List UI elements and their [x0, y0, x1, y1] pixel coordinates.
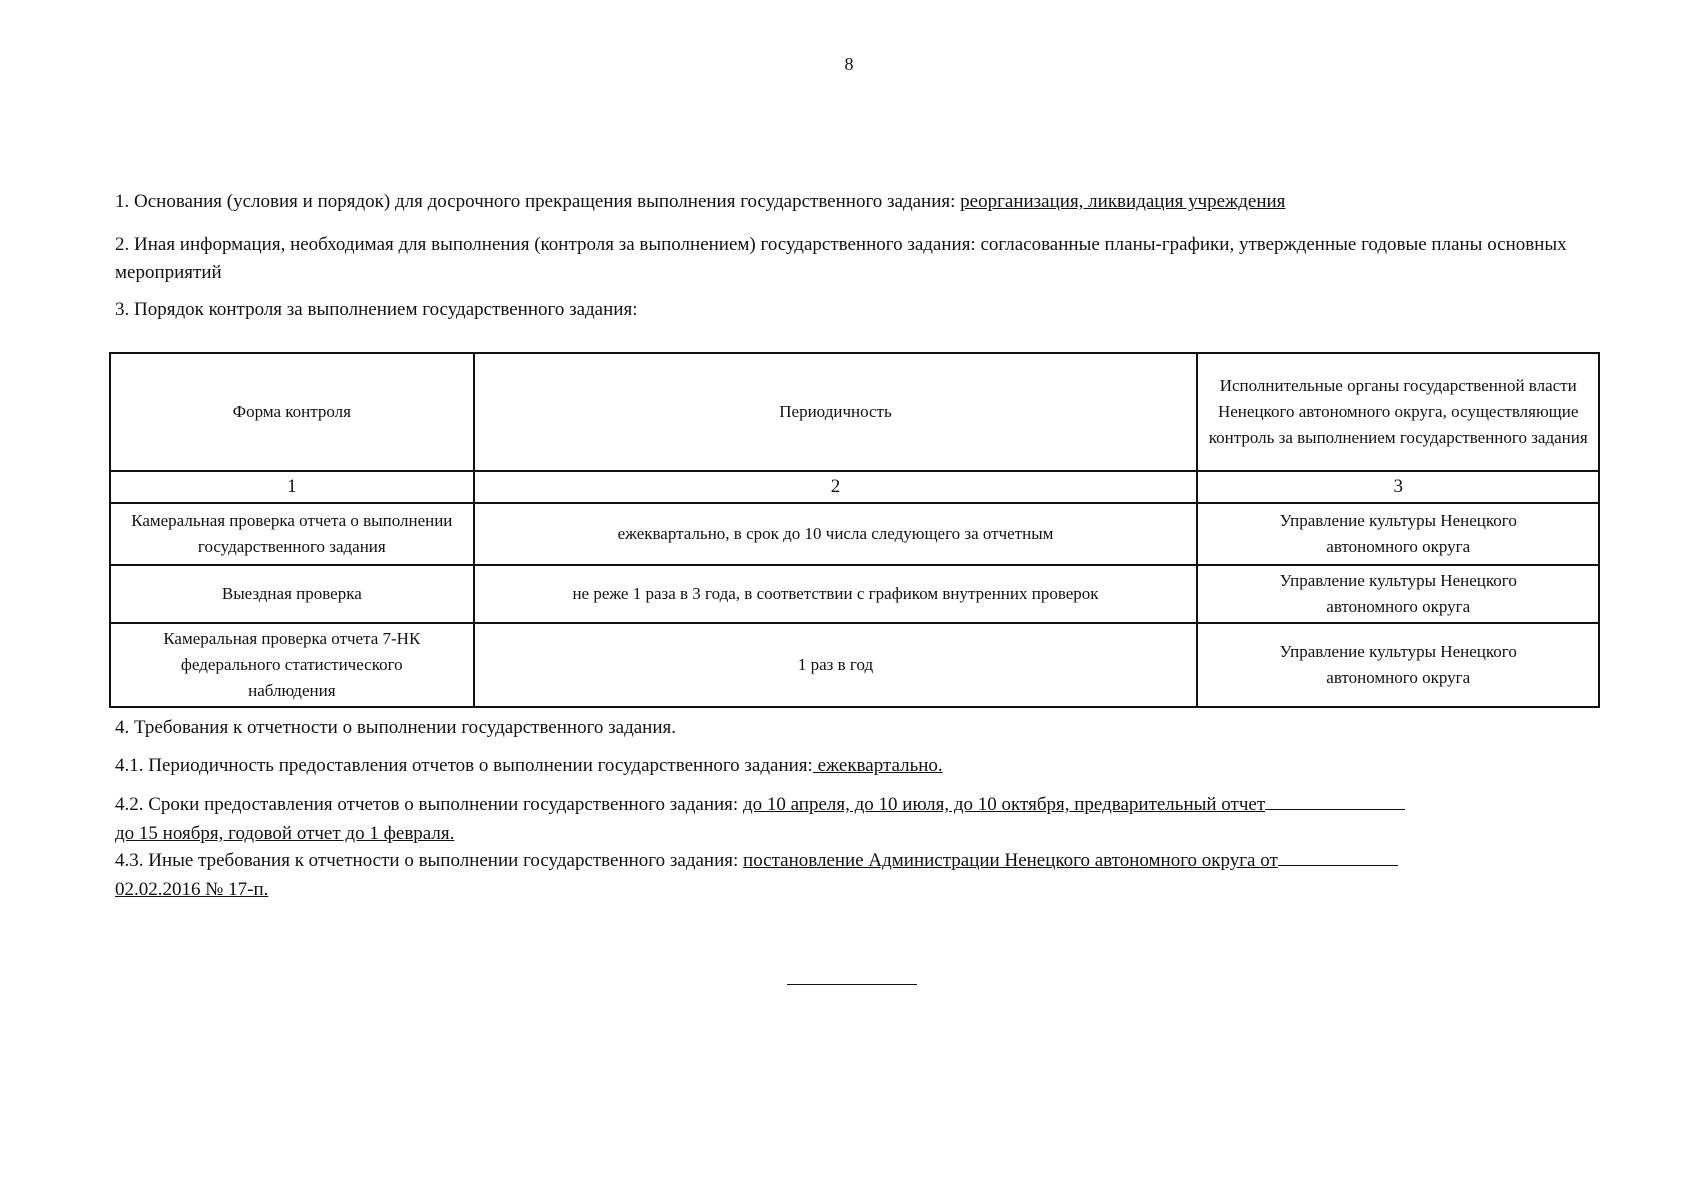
section-1-value: реорганизация, ликвидация учреждения — [960, 191, 1286, 212]
section-1-label: 1. Основания (условия и порядок) для досрочного прекращения выполнения государственного задания: — [115, 191, 961, 212]
column-number: 1 — [110, 471, 474, 503]
cell-periodicity: ежеквартально, в срок до 10 числа следующего за отчетным — [474, 503, 1198, 565]
section-2: 2. Иная информация, необходимая для выполнения (контроля за выполнением) государственного задания: согласованные планы-графики, утвержденные годовые планы основных мероприятий — [115, 234, 1567, 283]
section-4-3-label: 4.3. Иные требования к отчетности о выполнении государственного задания: — [115, 850, 744, 871]
section-4-2-value-line-1: до 10 апреля, до 10 июля, до 10 октября, предварительный отчет — [742, 794, 1266, 815]
cell-periodicity: не реже 1 раза в 3 года, в соответствии с графиком внутренних проверок — [474, 565, 1198, 623]
table-header-row — [110, 353, 1599, 471]
section-4-3 — [115, 846, 1595, 904]
section-4-1 — [115, 752, 1595, 780]
cell-periodicity: 1 раз в год — [474, 623, 1198, 707]
control-table — [109, 352, 1600, 708]
column-number: 2 — [474, 471, 1198, 503]
section-1 — [115, 188, 1595, 216]
section-3: 3. Порядок контроля за выполнением государственного задания: — [115, 299, 638, 320]
fill-line — [1265, 791, 1405, 810]
table-row — [110, 565, 1599, 623]
section-4-3-value-line-1: постановление Администрации Ненецкого автономного округа от — [743, 850, 1278, 871]
header-periodicity: Периодичность — [474, 353, 1198, 471]
cell-control-form: Камеральная проверка отчета 7-НК федерального статистического наблюдения — [110, 623, 474, 707]
table-number-row — [110, 471, 1599, 503]
cell-authority: Управление культуры Ненецкого автономного округа — [1197, 565, 1599, 623]
column-number: 3 — [1197, 471, 1599, 503]
cell-authority: Управление культуры Ненецкого автономного округа — [1197, 623, 1599, 707]
section-4-2 — [115, 790, 1595, 848]
section-4-3-value-line-2: 02.02.2016 № 17-п. — [115, 879, 269, 900]
cell-control-form: Выездная проверка — [110, 565, 474, 623]
section-4-1-value: ежеквартально. — [812, 755, 943, 776]
closing-rule — [787, 984, 917, 985]
page-number: 8 — [844, 54, 854, 74]
cell-control-form: Камеральная проверка отчета о выполнении государственного задания — [110, 503, 474, 565]
section-4-2-value-line-2: до 15 ноября, годовой отчет до 1 февраля. — [115, 823, 455, 844]
cell-authority: Управление культуры Ненецкого автономного округа — [1197, 503, 1599, 565]
fill-line — [1278, 847, 1398, 866]
header-control-form: Форма контроля — [110, 353, 474, 471]
section-4-1-label: 4.1. Периодичность предоставления отчетов о выполнении государственного задания: — [115, 755, 813, 776]
section-4: 4. Требования к отчетности о выполнении государственного задания. — [115, 717, 677, 738]
table-row — [110, 623, 1599, 707]
header-authority: Исполнительные органы государственной власти Ненецкого автономного округа, осуществляющие контроль за выполнением государственного задания — [1197, 353, 1599, 471]
table-row — [110, 503, 1599, 565]
section-4-2-label: 4.2. Сроки предоставления отчетов о выполнении государственного задания: — [115, 794, 743, 815]
